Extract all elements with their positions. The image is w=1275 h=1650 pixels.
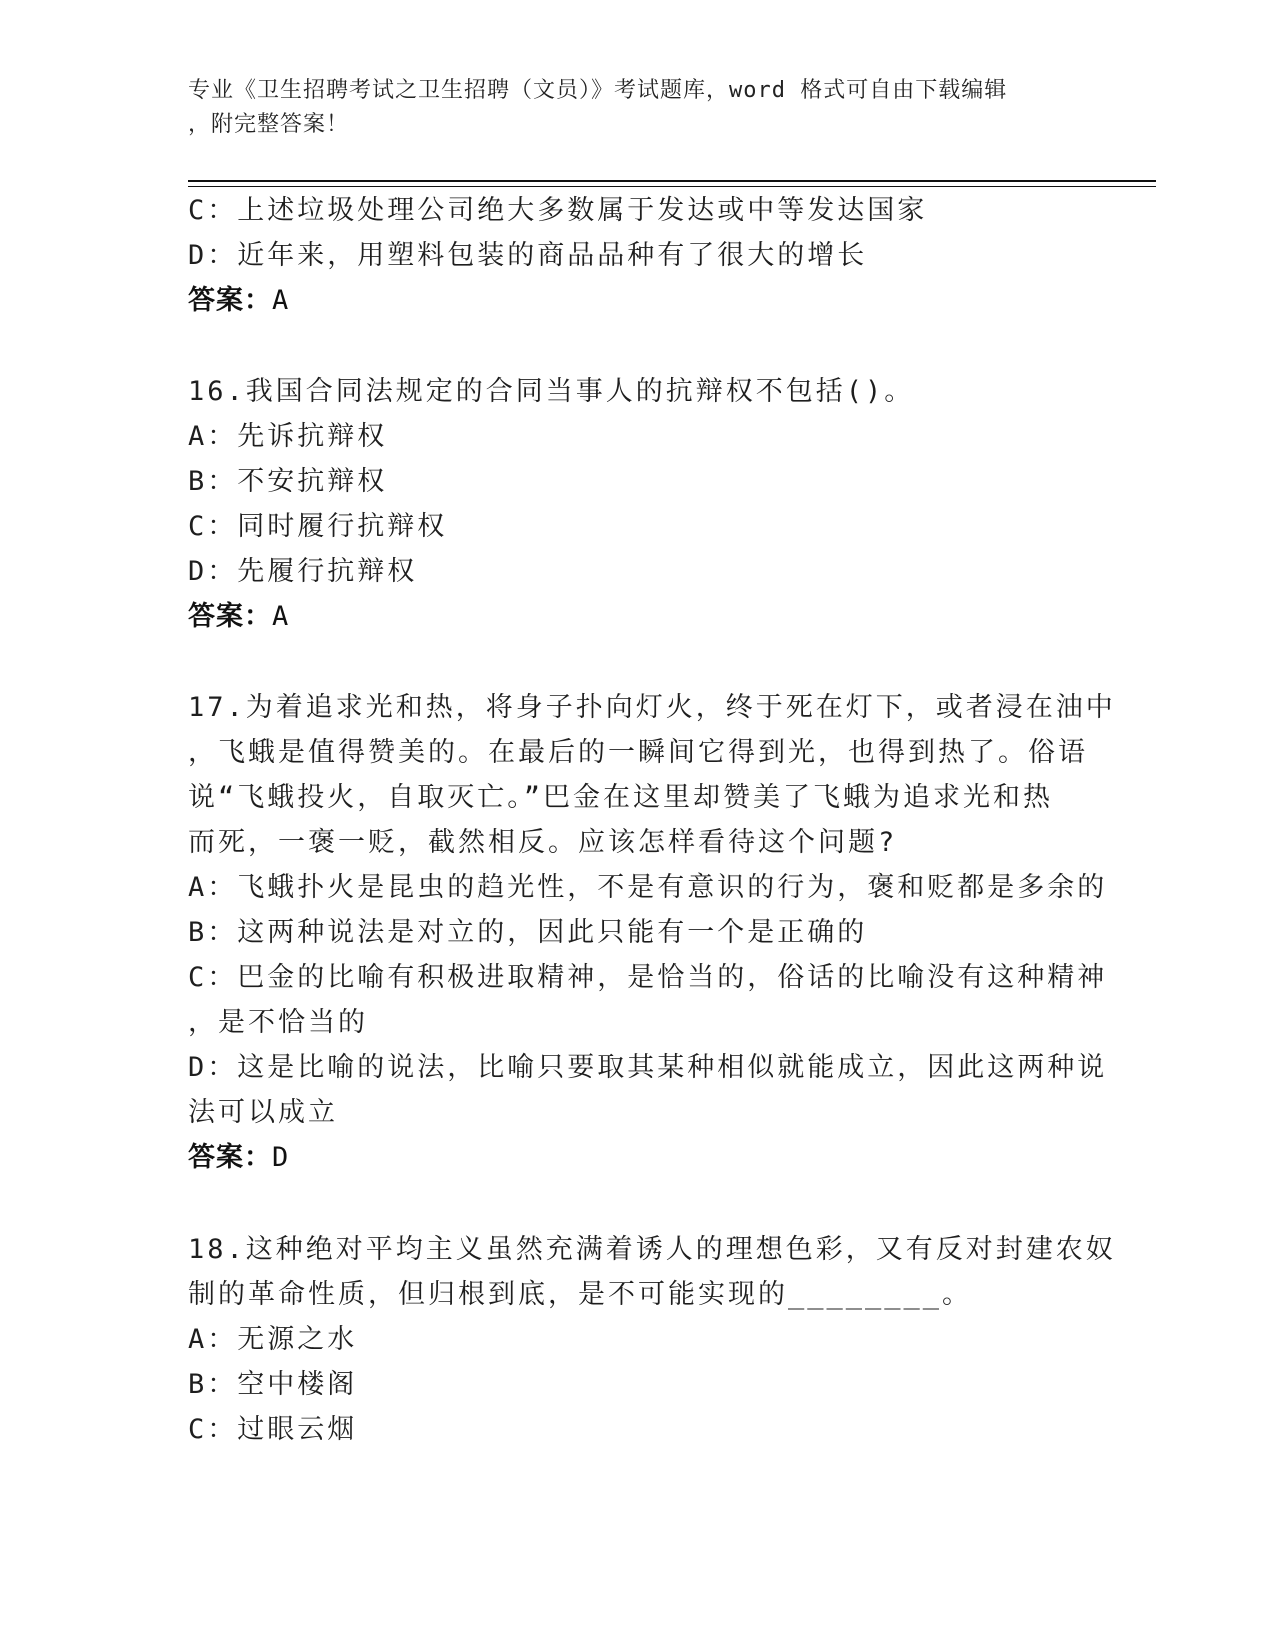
page-header	[188, 74, 1088, 142]
q16-option-a: A：先诉抗辩权	[188, 421, 388, 452]
q17-stem-line-1: 17.为着追求光和热，将身子扑向灯火，终于死在灯下，或者浸在油中	[188, 692, 1116, 723]
q18-stem-line-2: 制的革命性质，但归根到底，是不可能实现的________。	[188, 1279, 973, 1310]
q16-option-c: C：同时履行抗辩权	[188, 511, 448, 542]
q15-option-d: D：近年来，用塑料包装的商品品种有了很大的增长	[188, 240, 868, 271]
q17-option-d-line-2: 法可以成立	[188, 1097, 338, 1128]
spacer	[188, 639, 1088, 685]
q15-option-c: C：上述垃圾处理公司绝大多数属于发达或中等发达国家	[188, 195, 928, 226]
question-list	[188, 188, 1116, 1452]
q17-option-a: A：飞蛾扑火是昆虫的趋光性，不是有意识的行为，褒和贬都是多余的	[188, 872, 1108, 903]
q15-answer	[188, 278, 1088, 323]
q18-stem-line-1: 18.这种绝对平均主义虽然充满着诱人的理想色彩，又有反对封建农奴	[188, 1234, 1116, 1265]
question-18	[188, 1227, 1116, 1452]
header-divider-thick	[188, 180, 1156, 182]
q16-answer	[188, 594, 1088, 639]
question-17	[188, 685, 1116, 1180]
q18-option-a: A：无源之水	[188, 1324, 358, 1355]
q16-stem: 16.我国合同法规定的合同当事人的抗辩权不包括()。	[188, 376, 915, 407]
spacer	[188, 323, 1088, 369]
q17-option-c-line-1: C：巴金的比喻有积极进取精神，是恰当的，俗话的比喻没有这种精神	[188, 962, 1108, 993]
q16-answer-value: A	[272, 601, 290, 632]
spacer	[188, 1180, 1088, 1227]
q17-option-c-line-2: ，是不恰当的	[188, 1007, 368, 1038]
question-15	[188, 188, 1088, 323]
header-line-1: 专业《卫生招聘考试之卫生招聘（文员）》考试题库，word 格式可自由下载编辑	[188, 78, 1008, 103]
question-16	[188, 369, 1088, 639]
q15-answer-label: 答案：	[188, 285, 272, 316]
q15-answer-value: A	[272, 285, 290, 316]
q16-option-b: B：不安抗辩权	[188, 466, 388, 497]
q17-option-d-line-1: D：这是比喻的说法，比喻只要取其某种相似就能成立，因此这两种说	[188, 1052, 1108, 1083]
q17-option-b: B：这两种说法是对立的，因此只能有一个是正确的	[188, 917, 868, 948]
q17-stem-line-3: 说“飞蛾投火，自取灭亡。”巴金在这里却赞美了飞蛾为追求光和热	[188, 782, 1054, 813]
q16-option-d: D：先履行抗辩权	[188, 556, 418, 587]
q18-option-c: C：过眼云烟	[188, 1414, 358, 1445]
q17-answer-value: D	[272, 1142, 290, 1173]
q18-option-b: B：空中楼阁	[188, 1369, 358, 1400]
q17-stem-line-4: 而死，一褒一贬，截然相反。应该怎样看待这个问题?	[188, 827, 898, 858]
q17-answer-label: 答案：	[188, 1142, 272, 1173]
header-line-2: ，附完整答案！	[188, 112, 350, 137]
q16-answer-label: 答案：	[188, 601, 272, 632]
q17-answer	[188, 1135, 1088, 1180]
header-divider-thin	[188, 186, 1156, 187]
q17-stem-line-2: ，飞蛾是值得赞美的。在最后的一瞬间它得到光，也得到热了。俗语	[188, 737, 1088, 768]
